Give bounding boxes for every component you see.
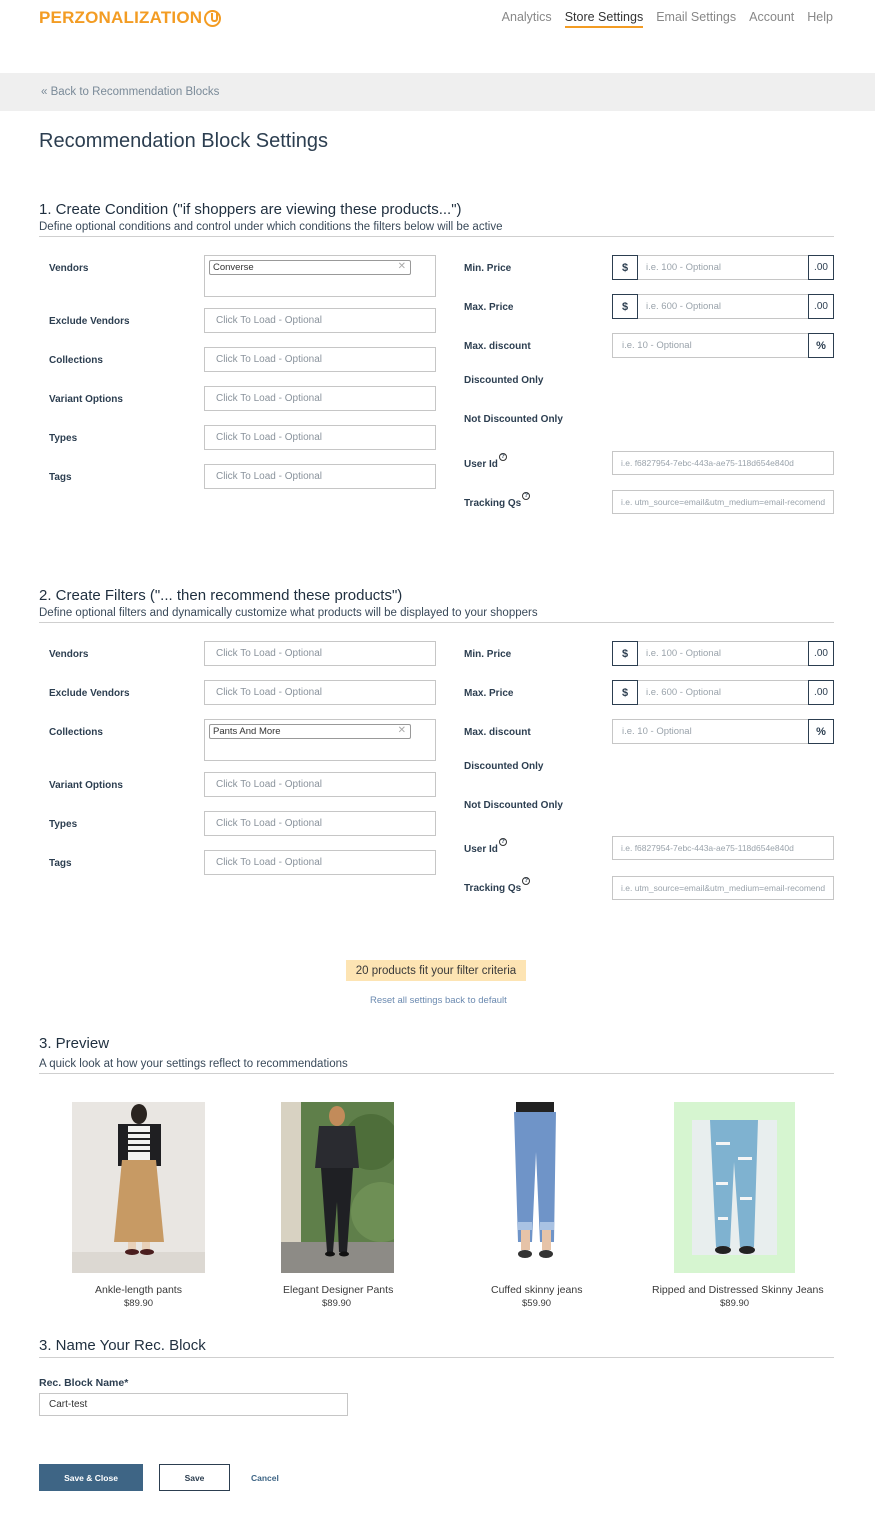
product-image[interactable] [72,1102,205,1273]
collection-chip [209,724,411,739]
help-icon[interactable]: ? [499,838,507,846]
filters-max-price-input[interactable]: i.e. 600 - Optional [638,680,808,705]
product-price: $89.90 [322,1298,352,1309]
help-icon[interactable]: ? [499,453,507,461]
user-id-label [464,839,507,855]
product-name[interactable]: Ankle-length pants [95,1284,182,1296]
filters-min-price-input[interactable]: i.e. 100 - Optional [638,641,808,666]
name-section-title: 3. Name Your Rec. Block [39,1337,206,1354]
currency-addon: $ [612,641,638,666]
condition-variant-options-field[interactable]: Click To Load - Optional [204,386,436,411]
filters-user-id-input[interactable]: i.e. f6827954-7ebc-443a-ae75-118d654e840d [612,836,834,860]
condition-collections-field[interactable]: Click To Load - Optional [204,347,436,372]
min-price-label: Min. Price [464,263,512,274]
max-price-label: Max. Price [464,688,514,699]
filters-variant-options-field[interactable]: Click To Load - Optional [204,772,436,797]
condition-exclude-vendors-field[interactable]: Click To Load - Optional [204,308,436,333]
condition-section-subtitle: Define optional conditions and control under which conditions the filters below will be active [39,221,503,233]
tags-label: Tags [49,472,72,483]
exclude-vendors-label: Exclude Vendors [49,316,130,327]
filters-exclude-vendors-field[interactable]: Click To Load - Optional [204,680,436,705]
help-icon[interactable]: ? [522,492,530,500]
rec-block-name-label: Rec. Block Name* [39,1377,129,1389]
help-icon[interactable]: ? [522,877,530,885]
tracking-qs-label [464,878,530,894]
preview-section-title: 3. Preview [39,1035,110,1052]
filters-vendors-field[interactable]: Click To Load - Optional [204,641,436,666]
condition-user-id-input[interactable]: i.e. f6827954-7ebc-443a-ae75-118d654e840d [612,451,834,475]
max-discount-label: Max. discount [464,341,531,352]
tags-label: Tags [49,858,72,869]
back-link[interactable]: « Back to Recommendation Blocks [41,86,220,98]
logo-text: PERZONALIZATION [39,8,203,27]
product-price: $89.90 [720,1298,750,1309]
condition-section-title: 1. Create Condition ("if shoppers are viewing these products...") [39,201,462,218]
collection-chip-label: Pants And More [213,726,281,737]
condition-max-discount-input[interactable]: i.e. 10 - Optional [612,333,808,358]
percent-addon: % [808,719,834,744]
condition-types-field[interactable]: Click To Load - Optional [204,425,436,450]
filters-max-discount-input[interactable]: i.e. 10 - Optional [612,719,808,744]
rec-block-name-input[interactable]: Cart-test [39,1393,348,1416]
condition-tracking-qs-input[interactable]: i.e. utm_source=email&utm_medium=email-recomend [612,490,834,514]
top-nav [502,10,833,28]
product-price: $59.90 [522,1298,552,1309]
products-fit-badge: 20 products fit your filter criteria [346,960,526,981]
percent-addon: % [808,333,834,358]
product-name[interactable]: Cuffed skinny jeans [491,1284,583,1296]
condition-tags-field[interactable]: Click To Load - Optional [204,464,436,489]
currency-addon: $ [612,680,638,705]
not-discounted-only-label[interactable]: Not Discounted Only [464,414,563,425]
currency-addon: $ [612,255,638,280]
variant-options-label: Variant Options [49,394,123,405]
currency-addon: $ [612,294,638,319]
discounted-only-label[interactable]: Discounted Only [464,375,544,386]
tracking-qs-label-text: Tracking Qs [464,498,522,509]
vendors-label: Vendors [49,263,89,274]
max-price-label: Max. Price [464,302,514,313]
types-label: Types [49,819,78,830]
condition-max-price-input[interactable]: i.e. 600 - Optional [638,294,808,319]
power-icon [204,10,221,27]
nav-email-settings[interactable]: Email Settings [656,10,737,24]
condition-vendors-field[interactable] [204,255,436,297]
filters-tags-field[interactable]: Click To Load - Optional [204,850,436,875]
user-id-label-text: User Id [464,459,498,470]
divider [39,236,834,237]
tracking-qs-label-text: Tracking Qs [464,883,522,894]
nav-account[interactable]: Account [749,10,795,24]
max-discount-label: Max. discount [464,727,531,738]
save-close-button[interactable]: Save & Close [39,1464,143,1491]
filters-types-field[interactable]: Click To Load - Optional [204,811,436,836]
logo[interactable] [39,8,221,28]
product-image[interactable] [281,1102,394,1273]
vendor-chip [209,260,411,275]
preview-section-subtitle: A quick look at how your settings reflect to recommendations [39,1058,348,1070]
nav-help[interactable]: Help [807,10,833,24]
vendor-chip-label: Converse [213,262,254,273]
product-name[interactable]: Elegant Designer Pants [283,1284,394,1296]
filters-tracking-qs-input[interactable]: i.e. utm_source=email&utm_medium=email-recomend [612,876,834,900]
product-price: $89.90 [124,1298,154,1309]
remove-chip-icon[interactable]: ✕ [397,261,406,272]
cents-addon: .00 [808,294,834,319]
back-bar [0,73,875,111]
variant-options-label: Variant Options [49,780,123,791]
filters-collections-field[interactable] [204,719,436,761]
product-name[interactable]: Ripped and Distressed Skinny Jeans [652,1284,824,1296]
condition-min-price-input[interactable]: i.e. 100 - Optional [638,255,808,280]
cancel-link[interactable]: Cancel [251,1473,279,1483]
types-label: Types [49,433,78,444]
min-price-label: Min. Price [464,649,512,660]
divider [39,1073,834,1074]
collections-label: Collections [49,727,103,738]
cents-addon: .00 [808,255,834,280]
remove-chip-icon[interactable]: ✕ [397,725,406,736]
exclude-vendors-label: Exclude Vendors [49,688,130,699]
user-id-label [464,454,507,470]
not-discounted-only-label[interactable]: Not Discounted Only [464,800,563,811]
save-button[interactable]: Save [159,1464,230,1491]
user-id-label-text: User Id [464,844,498,855]
tracking-qs-label [464,493,530,509]
discounted-only-label[interactable]: Discounted Only [464,761,544,772]
collections-label: Collections [49,355,103,366]
cents-addon: .00 [808,641,834,666]
divider [39,1357,834,1358]
divider [39,622,834,623]
reset-settings-link[interactable]: Reset all settings back to default [370,995,507,1006]
product-image[interactable] [480,1102,590,1273]
filters-section-title: 2. Create Filters ("... then recommend these products") [39,587,403,604]
page-title: Recommendation Block Settings [39,130,329,152]
nav-store-settings[interactable]: Store Settings [565,10,644,28]
filters-section-subtitle: Define optional filters and dynamically customize what products will be displayed to your shoppers [39,607,538,619]
cents-addon: .00 [808,680,834,705]
product-image[interactable] [674,1102,795,1273]
vendors-label: Vendors [49,649,89,660]
nav-analytics[interactable]: Analytics [501,10,552,24]
